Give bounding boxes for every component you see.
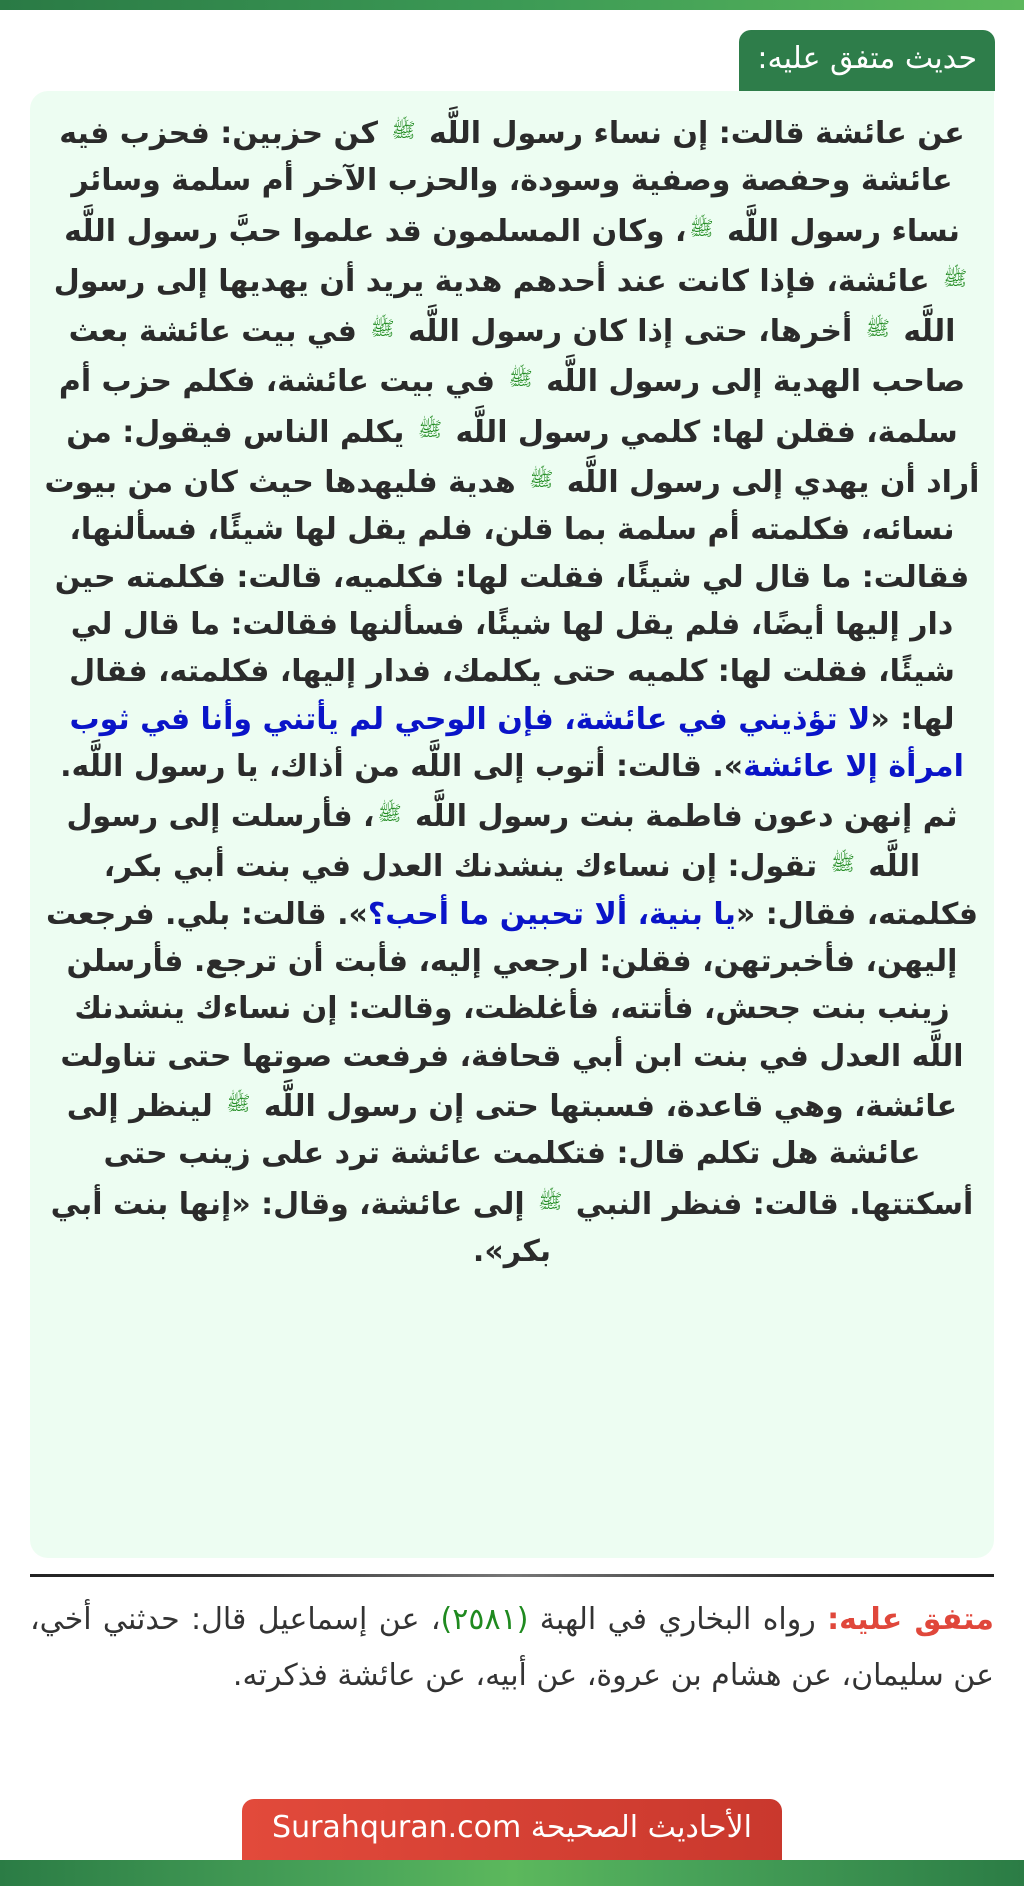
hadith-number: (٢٥٨١) xyxy=(440,1602,529,1637)
hadith-text-segment: هدية فليهدها حيث كان من بيوت نسائه، فكلمته أم سلمة بما قلن، فلم يقل لها شيئًا، فسألنها، فقالت: ما قال لي شيئًا، فقلت لها: فكلميه، قالت: فكلمته حين دار إليها أيضًا، فلم يقل لها شيئًا، فسألنها فقالت: ما قال لي شيئًا، فقلت لها: كلميه حتى يكلمك، فدار إليها، فكلمته، فقال لها: « xyxy=(44,465,970,737)
source-text-before: رواه البخاري في الهبة xyxy=(528,1602,828,1637)
hadith-text-segment: ». قالت: بلي. فرجعت إليهن، فأخبرتهن، فقلن: ارجعي إليه، فأبت أن ترجع. فأرسلن زينب بنت جحش، فأتته، فأغلظت، وقالت: إن نساءك ينشدنك اللَّه العدل في بنت ابن أبي قحافة، فرفعت صوتها حتى تناولت عائشة، وهي قاعدة، فسبتها حتى إن رسول اللَّه xyxy=(45,896,964,1124)
hadith-text-segment: كن حزبين: فحزب فيه عائشة وحفصة وصفية وسودة، والحزب الآخر أم سلمة وسائر نساء رسول اللَّه xyxy=(59,116,960,249)
prophetic-quote: لا تؤذيني في عائشة، فإن الوحي لم يأتني وأنا في ثوب امرأة إلا عائشة xyxy=(69,701,964,784)
source-reference xyxy=(30,1592,994,1704)
salawat-icon: ﷺ xyxy=(226,1090,251,1115)
salawat-icon: ﷺ xyxy=(417,416,443,441)
hadith-text-segment: إلى عائشة، وقال: «إنها بنت أبي بكر». xyxy=(50,1186,552,1269)
salawat-icon: ﷺ xyxy=(538,1188,563,1213)
site-brand-badge[interactable]: الأحاديث الصحيحة Surahquran.com xyxy=(242,1799,782,1861)
hadith-text-segment: لينظر إلى عائشة هل تكلم قال: فتكلمت عائشة ترد على زينب حتى أسكتتها. قالت: فنظر النبي xyxy=(66,1088,974,1222)
salawat-icon: ﷺ xyxy=(689,215,714,240)
hadith-text-segment: ، وكان المسلمون قد علموا حبَّ رسول اللَّه xyxy=(64,213,687,249)
hadith-text-segment: عن عائشة قالت: إن نساء رسول اللَّه xyxy=(418,116,965,151)
source-label: متفق عليه: xyxy=(827,1602,994,1637)
hadith-body xyxy=(44,107,980,1275)
hadith-text-segment: عائشة، فإذا كانت عند أحدهم هدية يريد أن يهديها إلى رسول اللَّه xyxy=(53,263,956,350)
top-decorative-bar xyxy=(0,0,1024,10)
source-text-after: ، عن إسماعيل قال: حدثني أخي، عن سليمان، عن هشام بن عروة، عن أبيه، عن عائشة فذكرته. xyxy=(30,1602,994,1693)
salawat-icon: ﷺ xyxy=(865,316,890,341)
hadith-text-segment: ، فأرسلت إلى رسول اللَّه xyxy=(66,799,921,885)
prophetic-quote: يا بنية، ألا تحبين ما أحب؟ xyxy=(367,896,736,932)
salawat-icon: ﷺ xyxy=(370,316,395,341)
hadith-text-segment: في بيت عائشة، فكلم حزب أم سلمة، فقلن لها: كلمي رسول اللَّه xyxy=(58,364,958,450)
salawat-icon: ﷺ xyxy=(529,467,554,492)
salawat-icon: ﷺ xyxy=(508,366,533,391)
salawat-icon: ﷺ xyxy=(391,118,416,142)
hadith-text-segment: أخرها، حتى إذا كان رسول اللَّه xyxy=(397,314,863,350)
hadith-type-title: حديث متفق عليه: xyxy=(739,30,995,91)
hadith-text-segment: تقول: إن نساءك ينشدنك العدل في بنت أبي بكر، فكلمته، فقال: « xyxy=(103,849,978,932)
salawat-icon: ﷺ xyxy=(830,851,855,876)
hadith-text-segment: يكلم الناس فيقول: من أراد أن يهدي إلى رسول اللَّه xyxy=(66,414,980,501)
hadith-text-segment: ». قالت: أتوب إلى اللَّه من أذاك، يا رسول اللَّه. ثم إنهن دعون فاطمة بنت رسول اللَّه xyxy=(60,748,958,835)
hadith-text-segment: في بيت عائشة بعث صاحب الهدية إلى رسول اللَّه xyxy=(68,314,966,400)
bottom-decorative-bar xyxy=(0,1860,1024,1886)
section-divider xyxy=(30,1574,994,1577)
hadith-text-box xyxy=(30,91,994,1558)
salawat-icon: ﷺ xyxy=(377,801,402,826)
salawat-icon: ﷺ xyxy=(943,265,968,290)
